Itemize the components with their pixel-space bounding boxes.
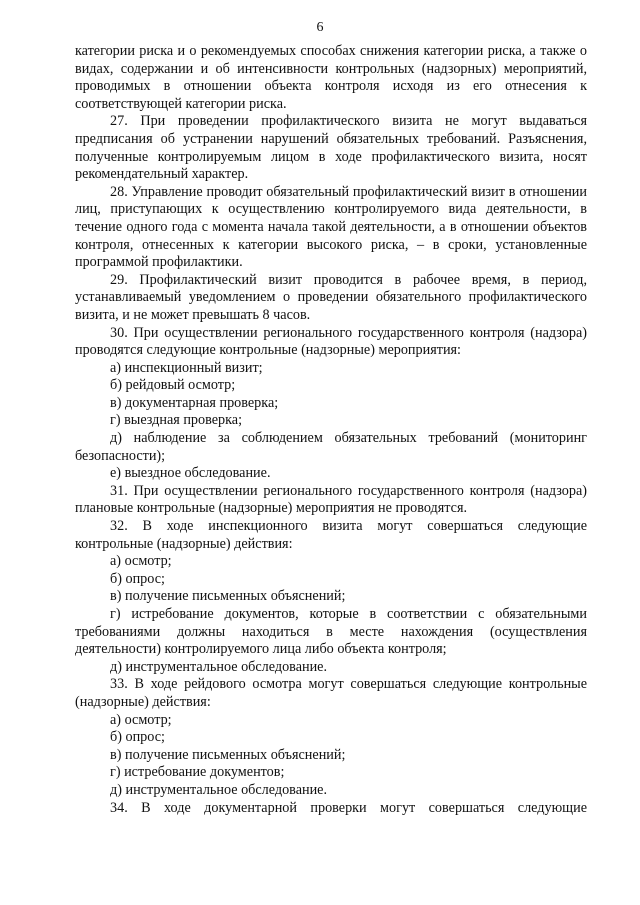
list-item-30e: е) выездное обследование. [110,465,271,482]
list-item-32a: а) осмотр; [110,553,172,570]
document-body [75,43,587,817]
list-item-32b: б) опрос; [110,570,165,587]
paragraph-32: 32. В ходе инспекционного визита могут совершаться следующие контрольные (надзорные) действия: [75,518,587,552]
list-item-30v: в) документарная проверка; [110,394,279,411]
paragraph-31: 31. При осуществлении регионального государственного контроля (надзора) плановые контрольные (надзорные) мероприятия не проводятся. [75,482,587,517]
paragraph-28: 28. Управление проводит обязательный профилактический визит в отношении лиц, приступающих к осуществлению контролируемого вида деятельности, в течение одного года с момента начала такой деятельности, а в отношении объектов контроля, отнесенных к категории высокого риска, – в сроки, установленные программой профилактики. [75,183,587,271]
paragraph-continuation: категории риска и о рекомендуемых способах снижения категории риска, а также о видах, содержании и об интенсивности контрольных (надзорных) мероприятий, проводимых в отношении объекта контроля исходя из его отнесения к соответствующей категории риска. [75,43,587,112]
list-item-32d: д) инструментальное обследование. [110,658,328,675]
list-item-33v: в) получение письменных объяснений; [110,746,346,763]
list-item-30g: г) выездная проверка; [110,412,243,429]
paragraph-27: 27. При проведении профилактического визита не могут выдаваться предписания об устранении нарушений обязательных требований. Разъяснения, полученные контролируемым лицом в ходе профилактического визита, носят рекомендательный характер. [75,113,587,183]
list-item-33b: б) опрос; [110,729,165,746]
list-item-33a: а) осмотр; [110,711,172,728]
paragraph-30: 30. При осуществлении регионального государственного контроля (надзора) проводятся следующие контрольные (надзорные) мероприятия: [75,324,587,359]
list-item-33d: д) инструментальное обследование. [110,781,328,798]
list-item-32g: г) истребование документов, которые в соответствии с обязательными требованиями должны находиться в месте нахождения (осуществления деятельности) контролируемого лица либо объекта контроля; [75,606,587,658]
list-item-30b: б) рейдовый осмотр; [110,377,236,394]
list-item-30a: а) инспекционный визит; [110,359,263,376]
page-number: 6 [316,20,324,35]
list-item-32v: в) получение письменных объяснений; [110,588,346,605]
paragraph-29: 29. Профилактический визит проводится в рабочее время, в период, устанавливаемый уведомлением о проведении обязательного профилактического визита, и не может превышать 8 часов. [75,271,587,323]
list-item-33g: г) истребование документов; [110,764,285,781]
paragraph-33: 33. В ходе рейдового осмотра могут совершаться следующие контрольные (надзорные) действия: [75,676,587,710]
paragraph-34: 34. В ходе документарной проверки могут совершаться следующие [110,799,587,816]
list-item-30d: д) наблюдение за соблюдением обязательных требований (мониторинг безопасности); [75,430,587,464]
